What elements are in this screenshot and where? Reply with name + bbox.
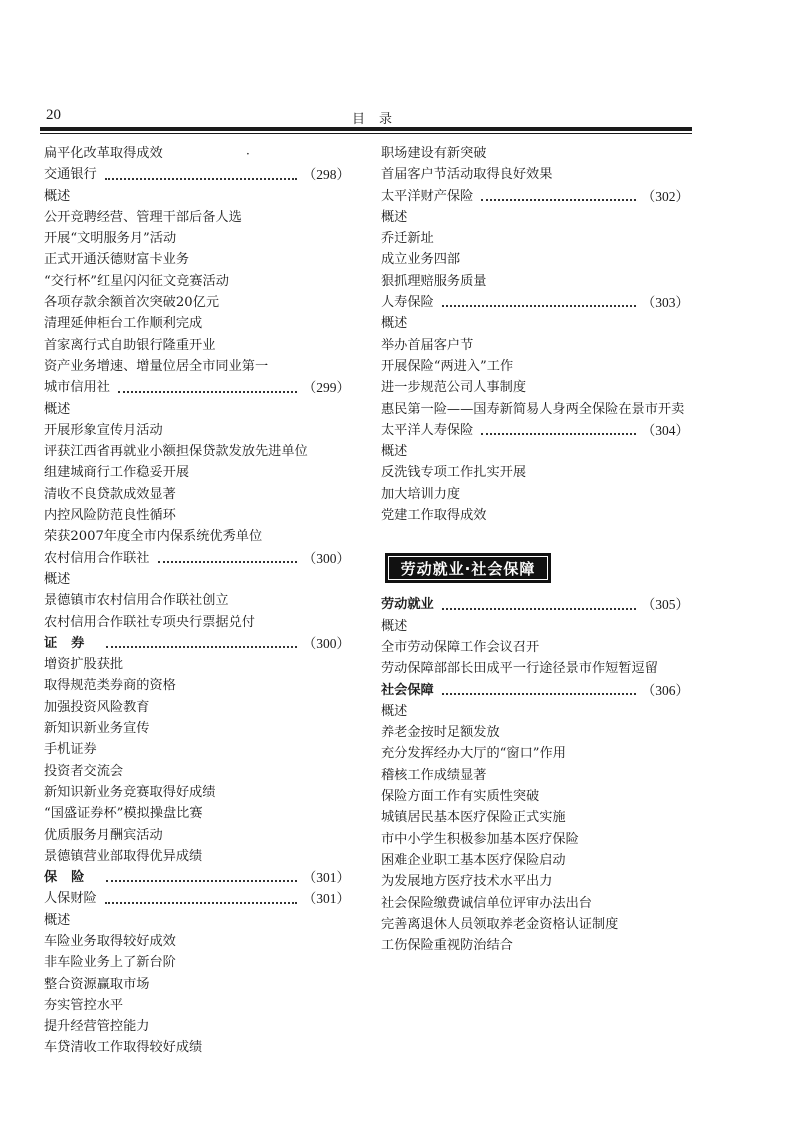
toc-entry-title: 车贷清收工作取得较好成绩 (44, 1040, 203, 1056)
toc-entry-title: 加强投资风险教育 (44, 699, 150, 715)
toc-entry-title: 概述 (381, 316, 408, 332)
toc-entry-title: 资产业务增速、增量位居全市同业第一 (44, 358, 269, 374)
toc-right-top-list (381, 143, 689, 526)
toc-entry (381, 462, 689, 483)
toc-page-number: （302） (641, 188, 689, 204)
toc-entry-title: 狠抓理赔服务质量 (381, 273, 487, 289)
toc-entry-title: 交通银行 (44, 167, 97, 183)
toc-entry-title: 职场建设有新突破 (381, 146, 487, 161)
toc-left-column (44, 143, 350, 1059)
toc-page-number: （304） (641, 422, 689, 438)
toc-entry-title: 新知识新业务宣传 (44, 721, 150, 737)
page-number: 20 (46, 107, 61, 123)
toc-entry-title: 首届客户节活动取得良好效果 (381, 167, 553, 183)
toc-entry (44, 825, 350, 846)
toc-entry-with-page (44, 888, 350, 909)
toc-page-number: （298） (302, 167, 350, 183)
toc-page-number: （301） (302, 870, 350, 886)
toc-entry (44, 207, 350, 228)
toc-entry (381, 228, 689, 249)
dot-leader (106, 645, 296, 648)
toc-entry-title: 荣获2007年度全市内保系统优秀单位 (44, 529, 263, 545)
toc-entry (381, 658, 689, 679)
toc-entry-title: 充分发挥经办大厅的“窗口”作用 (381, 746, 566, 762)
toc-entry (381, 164, 689, 185)
toc-entry-title: 农村信用合作联社专项央行票据兑付 (44, 614, 255, 630)
toc-entry-title: 概述 (381, 444, 408, 460)
dot-leader (442, 692, 636, 695)
toc-entry (381, 207, 689, 228)
toc-page-number: （300） (302, 550, 350, 566)
toc-entry-with-page (381, 186, 689, 207)
toc-entry (381, 441, 689, 462)
toc-entry-title: 景德镇市农村信用合作联社创立 (44, 593, 229, 609)
toc-entry-title: “国盛证券杯”模拟操盘比赛 (44, 806, 203, 822)
toc-entry-title: 整合资源赢取市场 (44, 976, 150, 992)
toc-entry (44, 249, 350, 270)
page-header (40, 107, 692, 135)
toc-entry-title: 劳动保障部部长田成平一行途径景市作短暂逗留 (381, 661, 658, 677)
toc-entry-title: 车险业务取得较好成效 (44, 933, 176, 949)
toc-entry (44, 803, 350, 824)
toc-entry (44, 313, 350, 334)
toc-entry-title: 证券 (44, 635, 99, 651)
toc-page-number: （305） (641, 597, 689, 613)
toc-entry (44, 846, 350, 867)
toc-entry-title: “交行杯”红星闪闪征文竞赛活动 (44, 273, 229, 289)
section-banner (385, 553, 551, 583)
toc-entry-with-page (44, 164, 350, 185)
toc-entry (44, 186, 350, 207)
toc-entry-title: 概述 (44, 188, 71, 204)
toc-entry-title: 进一步规范公司人事制度 (381, 380, 527, 396)
toc-entry (44, 399, 350, 420)
toc-entry (381, 935, 689, 956)
toc-entry (381, 850, 689, 871)
toc-entry-title: 组建城商行工作稳妥开展 (44, 465, 190, 481)
dot-leader (105, 901, 297, 904)
toc-entry-title: 反洗钱专项工作扎实开展 (381, 465, 527, 481)
toc-entry-title: 工伤保险重视防治结合 (381, 938, 513, 954)
toc-entry-title: 人保财险 (44, 891, 97, 907)
toc-entry (381, 484, 689, 505)
toc-page-number: （300） (302, 635, 350, 651)
toc-entry (44, 420, 350, 441)
toc-entry-title: 太平洋人寿保险 (381, 422, 474, 438)
stray-dot: · (246, 147, 250, 161)
dot-leader (442, 607, 636, 610)
toc-right-column (381, 143, 689, 956)
toc-entry-title: 全市劳动保障工作会议召开 (381, 639, 540, 655)
toc-entry-title: 社会保障 (381, 682, 434, 698)
toc-entry (44, 952, 350, 973)
toc-entry (44, 356, 350, 377)
toc-entry-title: 优质服务月酬宾活动 (44, 827, 163, 843)
toc-entry (44, 782, 350, 803)
toc-entry-title: 举办首届客户节 (381, 337, 474, 353)
toc-entry-title: 手机证券 (44, 742, 97, 758)
toc-entry-title: 开展保险“两进入”工作 (381, 358, 514, 374)
toc-entry (381, 335, 689, 356)
dot-leader (442, 304, 636, 307)
toc-entry (44, 739, 350, 760)
toc-entry-title: 取得规范类券商的资格 (44, 678, 176, 694)
toc-entry-with-page (381, 292, 689, 313)
toc-entry (381, 807, 689, 828)
toc-right-bottom-list (381, 594, 689, 956)
toc-entry (44, 654, 350, 675)
toc-entry-title: 清收不良贷款成效显著 (44, 486, 176, 502)
section-banner-area (381, 526, 689, 594)
toc-entry (44, 271, 350, 292)
toc-entry (44, 462, 350, 483)
toc-entry (381, 829, 689, 850)
toc-entry-title: 概述 (44, 912, 71, 928)
header-rule-thick (40, 127, 692, 131)
dot-leader (158, 560, 297, 563)
toc-entry-title: 开展“文明服务月”活动 (44, 231, 177, 247)
dot-leader (481, 432, 635, 435)
toc-entry-title: 概述 (381, 618, 408, 634)
toc-entry (381, 505, 689, 526)
toc-entry (44, 1016, 350, 1037)
toc-entry (44, 931, 350, 952)
page-title: 目录 (352, 112, 407, 127)
toc-entry (381, 871, 689, 892)
toc-entry-with-page (381, 594, 689, 615)
toc-entry-title: 成立业务四部 (381, 252, 461, 268)
toc-entry-title: 惠民第一险——国寿新简易人身两全保险在景市开卖 (381, 401, 685, 417)
toc-entry-title: 完善离退休人员领取养老金资格认证制度 (381, 916, 619, 932)
toc-left-list (44, 143, 350, 1059)
toc-entry (381, 722, 689, 743)
toc-page-number: （299） (302, 380, 350, 396)
toc-entry (44, 590, 350, 611)
dot-leader (106, 879, 296, 882)
toc-entry (44, 974, 350, 995)
toc-entry (44, 335, 350, 356)
toc-entry (381, 914, 689, 935)
toc-entry (381, 271, 689, 292)
toc-entry-title: 加大培训力度 (381, 486, 461, 502)
toc-entry (44, 505, 350, 526)
toc-entry-with-page (44, 633, 350, 654)
toc-entry (381, 313, 689, 334)
toc-entry-title: 扁平化改革取得成效 (44, 146, 163, 161)
toc-entry (44, 292, 350, 313)
toc-entry (44, 228, 350, 249)
toc-entry-title: 困难企业职工基本医疗保险启动 (381, 852, 566, 868)
toc-entry-title: 养老金按时足额发放 (381, 725, 500, 741)
toc-entry (44, 612, 350, 633)
toc-entry-with-page (381, 420, 689, 441)
header-rule-thin (40, 133, 692, 134)
toc-entry-title: 社会保险缴费诚信单位评审办法出台 (381, 895, 592, 911)
dot-leader (481, 198, 635, 201)
toc-entry (44, 995, 350, 1016)
dot-leader (118, 390, 297, 393)
toc-entry-title: 非车险业务上了新台阶 (44, 955, 176, 971)
section-banner-label: 劳动就业·社会保障 (400, 559, 536, 578)
toc-entry (44, 910, 350, 931)
toc-entry (381, 377, 689, 398)
toc-entry (44, 526, 350, 547)
toc-entry-title: 稽核工作成绩显著 (381, 767, 487, 783)
toc-entry-title: 太平洋财产保险 (381, 188, 474, 204)
toc-entry-title: 概述 (44, 571, 71, 587)
toc-entry-title: 人寿保险 (381, 295, 434, 311)
toc-entry (381, 893, 689, 914)
toc-entry-title: 提升经营管控能力 (44, 1019, 150, 1035)
toc-entry (44, 569, 350, 590)
toc-page-number: （303） (641, 295, 689, 311)
toc-entry-with-page (44, 867, 350, 888)
toc-entry (44, 697, 350, 718)
toc-entry-title: 农村信用合作联社 (44, 550, 150, 566)
toc-entry (381, 765, 689, 786)
toc-entry-with-page (44, 377, 350, 398)
toc-entry (44, 675, 350, 696)
toc-entry (44, 484, 350, 505)
toc-entry-title: 各项存款余额首次突破20亿元 (44, 295, 220, 311)
toc-entry-title: 概述 (44, 401, 71, 417)
toc-entry-with-page (44, 548, 350, 569)
toc-page-number: （301） (302, 891, 350, 907)
toc-page-number: （306） (641, 682, 689, 698)
toc-entry-title: 劳动就业 (381, 597, 434, 613)
toc-entry (381, 701, 689, 722)
toc-entry (44, 1037, 350, 1058)
toc-entry-title: 新知识新业务竞赛取得好成绩 (44, 784, 216, 800)
toc-entry (381, 616, 689, 637)
toc-entry-title: 景德镇营业部取得优异成绩 (44, 848, 203, 864)
toc-entry-title: 投资者交流会 (44, 763, 124, 779)
toc-entry-title: 概述 (381, 703, 408, 719)
toc-entry-title: 城镇居民基本医疗保险正式实施 (381, 810, 566, 826)
toc-entry-title: 市中小学生积极参加基本医疗保险 (381, 831, 579, 847)
toc-entry (44, 143, 350, 164)
toc-entry (44, 761, 350, 782)
toc-entry-title: 城市信用社 (44, 380, 110, 396)
toc-entry-title: 保险 (44, 870, 99, 886)
toc-entry-title: 保险方面工作有实质性突破 (381, 789, 540, 805)
toc-entry-title: 夯实管控水平 (44, 997, 124, 1013)
toc-entry (381, 399, 689, 420)
toc-entry (381, 356, 689, 377)
toc-entry-title: 党建工作取得成效 (381, 508, 487, 524)
toc-entry (44, 718, 350, 739)
section-banner-frame (388, 556, 548, 580)
toc-entry-title: 乔迁新址 (381, 231, 434, 247)
toc-entry (381, 786, 689, 807)
toc-entry (381, 143, 689, 164)
toc-entry-title: 正式开通沃德财富卡业务 (44, 252, 190, 268)
toc-entry-title: 为发展地方医疗技术水平出力 (381, 874, 553, 890)
toc-entry-title: 清理延伸柜台工作顺利完成 (44, 316, 203, 332)
dot-leader (105, 177, 297, 180)
toc-entry (44, 441, 350, 462)
toc-entry-title: 内控风险防范良性循环 (44, 508, 176, 524)
toc-entry-title: 开展形象宣传月活动 (44, 422, 163, 438)
toc-entry-title: 增资扩股获批 (44, 657, 124, 673)
toc-entry (381, 743, 689, 764)
toc-entry-title: 概述 (381, 209, 408, 225)
toc-entry-with-page (381, 680, 689, 701)
toc-entry-title: 首家离行式自助银行隆重开业 (44, 337, 216, 353)
toc-entry (381, 249, 689, 270)
toc-entry-title: 评获江西省再就业小额担保贷款发放先进单位 (44, 444, 308, 460)
toc-entry (381, 637, 689, 658)
toc-entry-title: 公开竞聘经营、管理干部后备人选 (44, 209, 242, 225)
